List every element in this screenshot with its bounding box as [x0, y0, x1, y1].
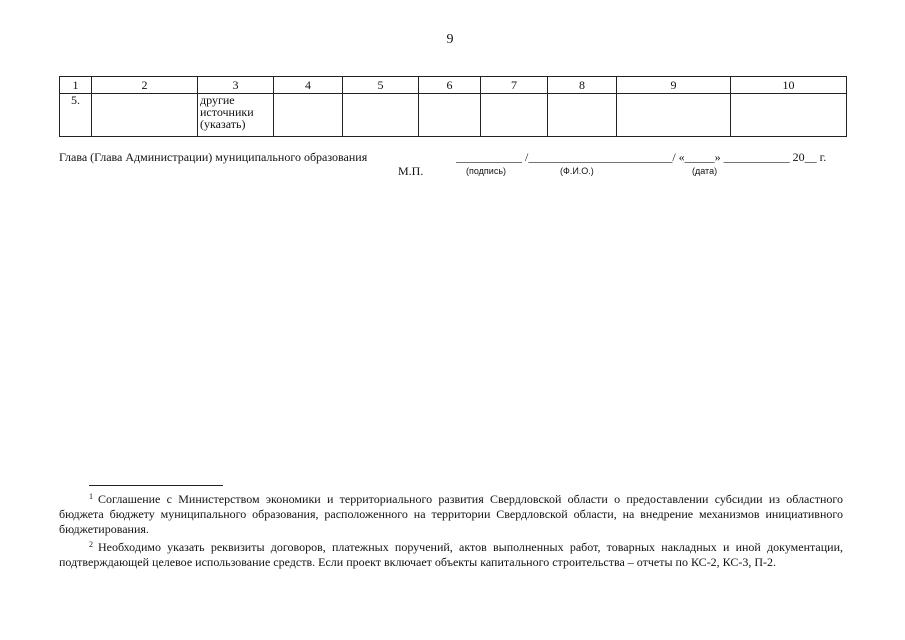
- footnote: [59, 489, 843, 537]
- table-cell: [481, 94, 548, 137]
- signature-caption: (подпись): [466, 166, 507, 176]
- row-number-cell: 5.: [60, 94, 92, 137]
- footnote: [59, 537, 843, 570]
- table-cell: [92, 94, 198, 137]
- source-cell: [198, 94, 274, 137]
- header-cell: 2: [92, 77, 198, 94]
- header-cell: 7: [481, 77, 548, 94]
- header-cell: 8: [548, 77, 617, 94]
- stamp-label: М.П.: [398, 164, 424, 178]
- source-line: (указать): [200, 117, 246, 131]
- signature-label: Глава (Глава Администрации) муниципального образования: [59, 150, 368, 164]
- header-cell: 4: [274, 77, 343, 94]
- table-cell: [343, 94, 419, 137]
- table-row: [60, 94, 847, 137]
- table-cell: [274, 94, 343, 137]
- footnote-text: Необходимо указать реквизиты договоров, платежных поручений, актов выполненных работ, товарных накладных и иной документации, подтверждающей целевое использование средств. Если проект включает объекты капитального строительства – отчеты по КС-2, КС-3, П-2.: [59, 540, 843, 569]
- table-header-row: [60, 77, 847, 94]
- name-caption: (Ф.И.О.): [560, 166, 594, 176]
- table-cell: [731, 94, 847, 137]
- header-cell: 1: [60, 77, 92, 94]
- header-cell: 10: [731, 77, 847, 94]
- table-cell: [419, 94, 481, 137]
- footnotes: [59, 489, 843, 570]
- header-cell: 5: [343, 77, 419, 94]
- footnote-divider: [89, 485, 223, 486]
- header-cell: 6: [419, 77, 481, 94]
- source-line: другие: [200, 93, 235, 107]
- source-line: источники: [200, 105, 254, 119]
- footnote-mark: 2: [89, 540, 93, 549]
- table-cell: [617, 94, 731, 137]
- signature-line: ___________ /________________________/ «_____» ___________ 20__ г.: [456, 150, 827, 164]
- footnote-text: Соглашение с Министерством экономики и территориального развития Свердловской области о предоставлении субсидии из областного бюджета бюджету муниципального образования, расположенного на территории Свердловской области, на внедрение механизмов инициативного бюджетирования.: [59, 492, 843, 536]
- header-cell: 9: [617, 77, 731, 94]
- page-number: 9: [446, 32, 454, 47]
- date-caption: (дата): [692, 166, 718, 176]
- table-cell: [548, 94, 617, 137]
- header-cell: 3: [198, 77, 274, 94]
- footnote-mark: 1: [89, 492, 93, 501]
- report-table: [59, 76, 847, 137]
